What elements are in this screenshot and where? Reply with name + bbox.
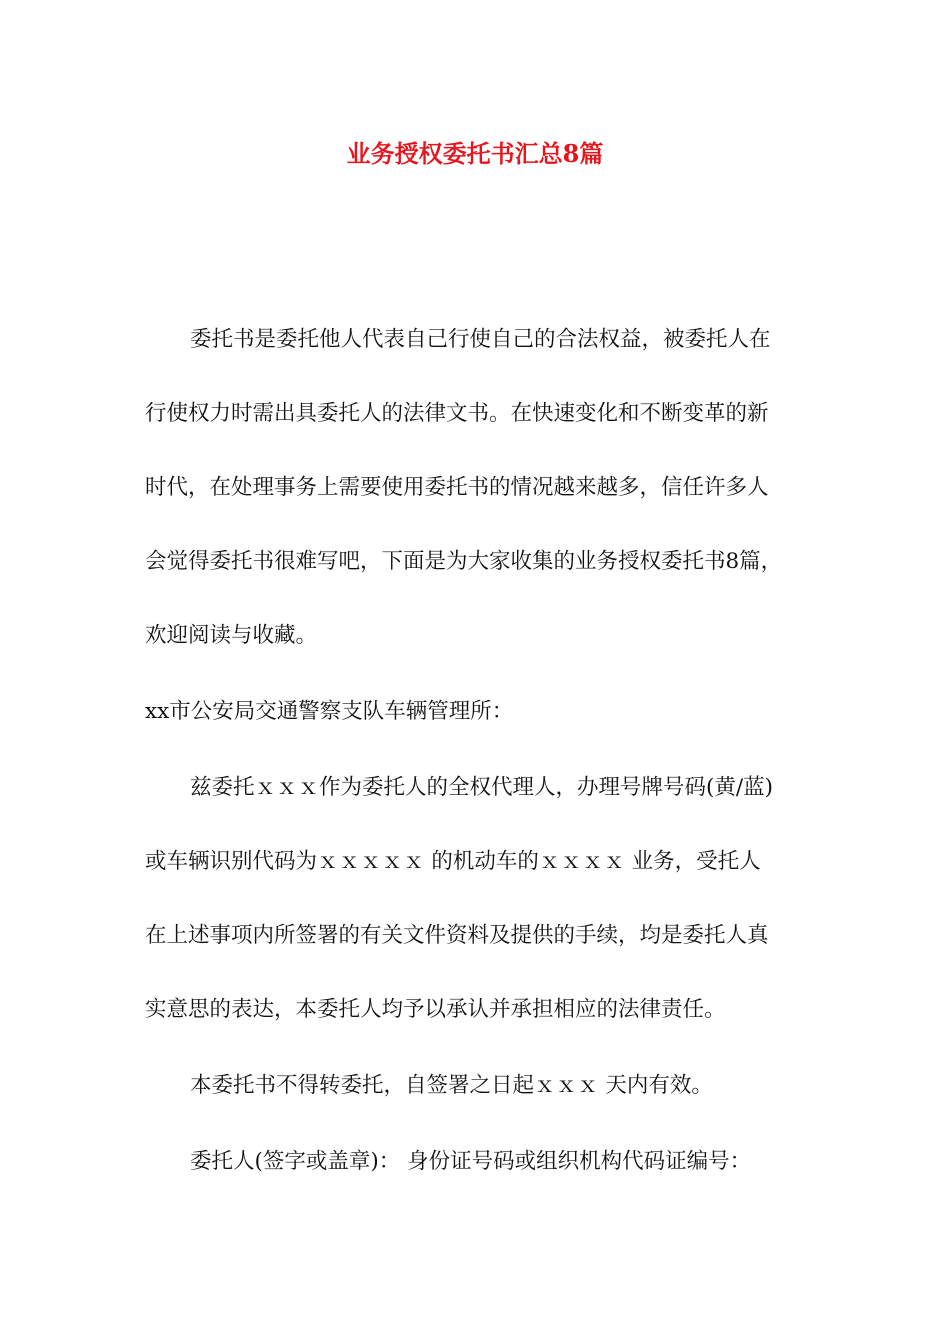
validity-line: 本委托书不得转委托，自签署之日起ｘｘｘ 天内有效。	[190, 1073, 713, 1098]
intro-line-2: 行使权力时需出具委托人的法律文书。在快速变化和不断变革的新	[145, 401, 769, 426]
intro-line-3: 时代，在处理事务上需要使用委托书的情况越来越多，信任许多人	[145, 475, 769, 500]
intro-line-4: 会觉得委托书很难写吧，下面是为大家收集的业务授权委托书8篇，	[145, 549, 783, 574]
addressee-line: xx市公安局交通警察支队车辆管理所：	[145, 699, 514, 724]
document-title: 业务授权委托书汇总8篇	[346, 139, 604, 168]
body-line-2: 或车辆识别代码为ｘｘｘｘｘ 的机动车的ｘｘｘｘ 业务，受托人	[145, 849, 761, 874]
body-line-1: 兹委托ｘｘｘ作为委托人的全权代理人，办理号牌号码(黄/蓝)	[190, 775, 774, 800]
intro-line-1: 委托书是委托他人代表自己行使自己的合法权益，被委托人在	[190, 327, 771, 352]
body-line-3: 在上述事项内所签署的有关文件资料及提供的手续，均是委托人真	[145, 923, 769, 948]
body-line-4: 实意思的表达，本委托人均予以承认并承担相应的法律责任。	[145, 997, 726, 1022]
signature-line: 委托人(签字或盖章)： 身份证号码或组织机构代码证编号：	[190, 1149, 752, 1174]
intro-line-5: 欢迎阅读与收藏。	[145, 623, 318, 648]
